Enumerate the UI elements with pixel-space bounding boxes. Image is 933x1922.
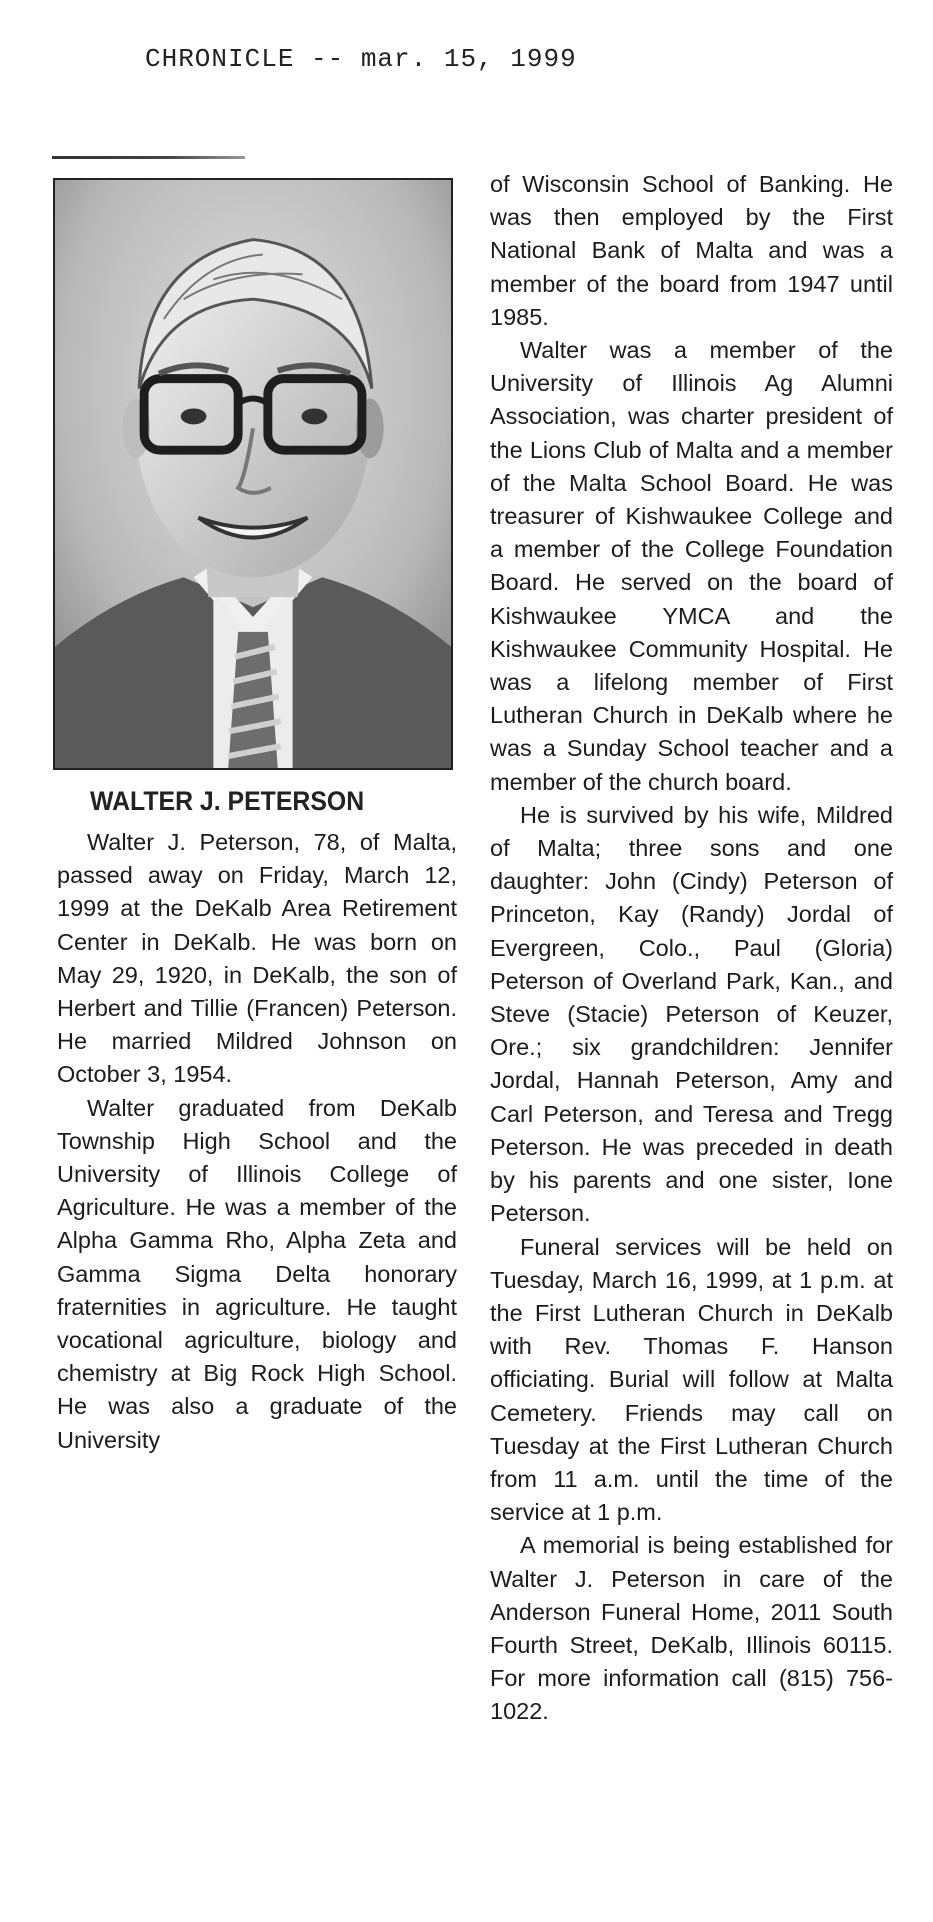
obituary-paragraph: Walter J. Peterson, 78, of Malta, passed away on Friday, March 12, 1999 at the DeKalb Area Retirement Center in DeKalb. He was born on May 29, 1920, in DeKalb, the son of Herbert and Tillie (Francen) Peterson. He married Mildred Johnson on October 3, 1954. bbox=[57, 829, 457, 1088]
obituary-paragraph: He is survived by his wife, Mildred of Malta; three sons and one daughter: John (Cindy) Peterson of Princeton, Kay (Randy) Jordal of Evergreen, Colo., Paul (Gloria) Peterson of Overland Park, Kan., and Steve (Stacie) Peterson of Keuzer, Ore.; six grandchildren: Jennifer Jordal, Hannah Peterson, Amy and Carl Peterson, and Teresa and Tregg Peterson. He was preceded in death by his parents and one sister, Ione Peterson. bbox=[490, 801, 893, 1227]
obituary-paragraph: Walter graduated from DeKalb Township High School and the University of Illinois College of Agriculture. He was a member of the Alpha Gamma Rho, Alpha Zeta and Gamma Sigma Delta honorary fraternities in agriculture. He taught vocational agriculture, biology and chemistry at Big Rock High School. He was also a graduate of the University bbox=[57, 1094, 457, 1453]
portrait-illustration bbox=[55, 180, 451, 768]
obituary-paragraph: A memorial is being established for Walter J. Peterson in care of the Anderson Funeral Home, 2011 South Fourth Street, DeKalb, Illinois 60115. For more information call (815) 756-1022. bbox=[490, 1532, 893, 1725]
obituary-continuation: of Wisconsin School of Banking. He was then employed by the First National Bank of Malta and was a member of the board from 1947 until 1985. bbox=[490, 171, 893, 330]
obituary-name-heading: WALTER J. PETERSON bbox=[90, 786, 365, 816]
obituary-left-column bbox=[57, 826, 457, 1457]
column-rule bbox=[52, 156, 245, 159]
portrait-photo bbox=[53, 178, 453, 770]
obituary-right-column bbox=[490, 168, 893, 1729]
newspaper-dateline: CHRONICLE -- mar. 15, 1999 bbox=[145, 44, 577, 74]
obituary-paragraph: Walter was a member of the University of Illinois Ag Alumni Association, was charter president of the Lions Club of Malta and a member of the Malta School Board. He was treasurer of Kishwaukee College and a member of the College Foundation Board. He served on the board of Kishwaukee YMCA and the Kishwaukee Community Hospital. He was a lifelong member of First Lutheran Church in DeKalb where he was a Sunday School teacher and a member of the church board. bbox=[490, 337, 893, 795]
obituary-paragraph: Funeral services will be held on Tuesday, March 16, 1999, at 1 p.m. at the First Lutheran Church in DeKalb with Rev. Thomas F. Hanson officiating. Burial will follow at Malta Cemetery. Friends may call on Tuesday at the First Lutheran Church from 11 a.m. until the time of the service at 1 p.m. bbox=[490, 1233, 893, 1526]
